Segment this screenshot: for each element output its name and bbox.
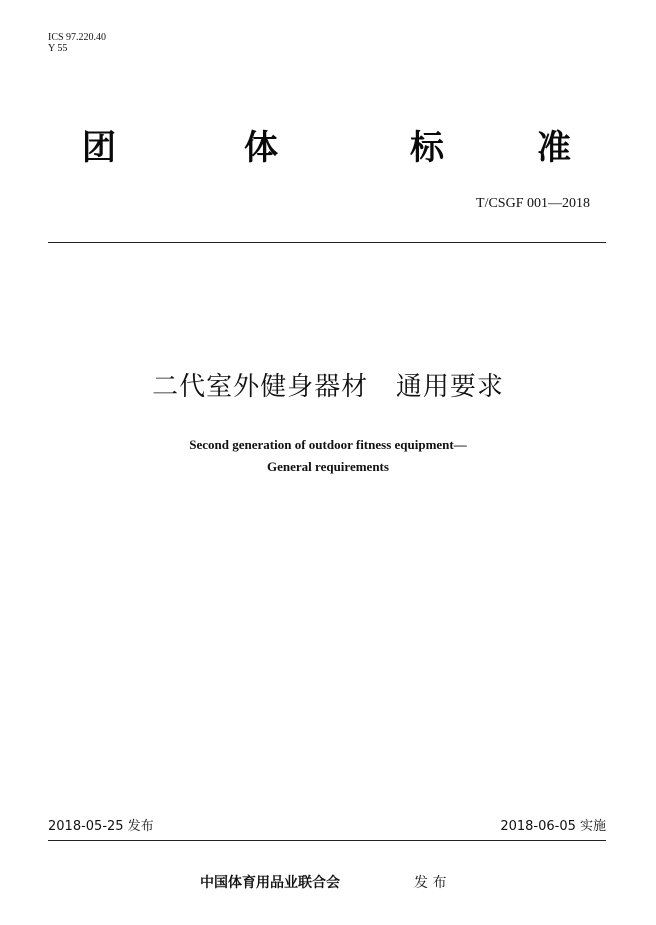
publish-verb: 发 布 — [414, 875, 447, 891]
ccs-code: Y 55 — [48, 43, 68, 54]
title-english-line1: Second generation of outdoor fitness equipment— — [189, 437, 467, 452]
top-divider — [48, 242, 606, 243]
bottom-divider — [48, 840, 606, 841]
standard-number: T/CSGF 001—2018 — [476, 196, 590, 211]
title-english-line2: General requirements — [267, 459, 389, 474]
title-chinese: 二代室外健身器材 通用要求 — [152, 372, 504, 402]
classification-codes — [48, 32, 106, 54]
standard-type-char: 体 — [244, 128, 278, 168]
ics-code: ICS 97.220.40 — [48, 32, 107, 43]
publisher-name: 中国体育用品业联合会 — [200, 875, 340, 891]
implementation-date: 2018-06-05 实施 — [500, 819, 606, 834]
standard-type-char: 团 — [82, 128, 116, 168]
standard-type-char: 标 — [410, 128, 444, 168]
issue-date: 2018-05-25 发布 — [48, 819, 154, 834]
standard-type-char: 准 — [537, 128, 571, 168]
title-english — [0, 434, 656, 478]
